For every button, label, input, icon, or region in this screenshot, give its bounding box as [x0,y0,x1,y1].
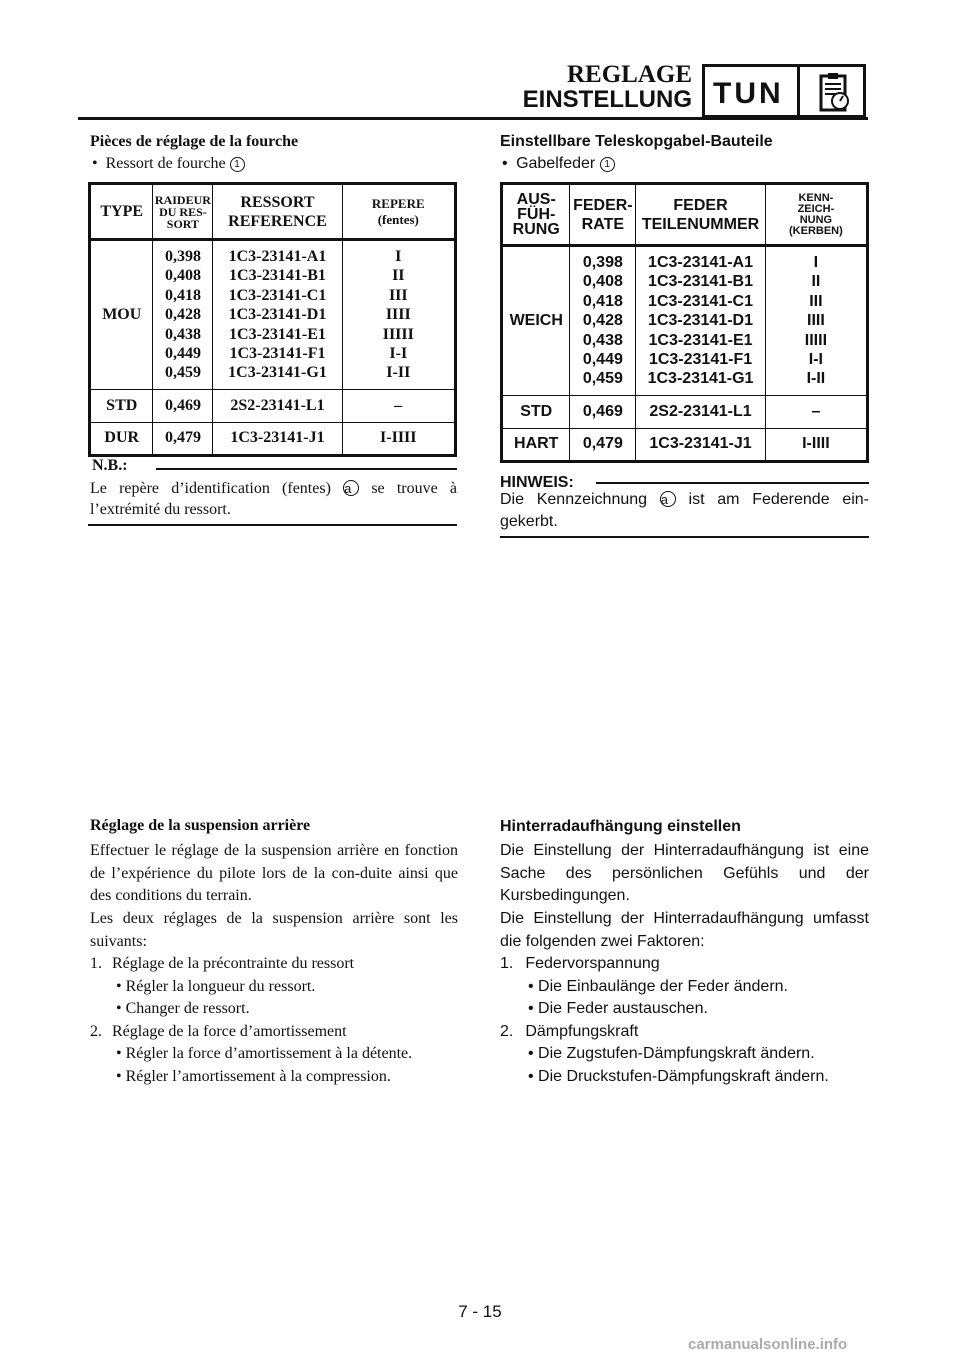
list-subitem: • Changer de ressort. [116,1000,250,1017]
rate-cell: 0,479 [570,428,636,461]
list-item: 1. Federvorspannung [500,955,660,972]
col-header-rate: FEDER- RATE [570,184,636,246]
section-badge [702,64,866,118]
type-cell: STD [90,389,153,422]
de-bullet-item [502,155,615,173]
fr-adjust-list [90,953,412,1088]
callout-1: 1 [600,157,615,172]
header-title-fr: REGLAGE [566,61,692,88]
table-row [90,240,456,390]
fr-section-title: Pièces de réglage de la fourche [90,133,299,150]
col-header-type: TYPE [90,184,153,240]
rate-cell: 0,398 0,408 0,418 0,428 0,438 0,449 0,459 [570,246,636,396]
de-note-heading: HINWEIS: [500,474,574,491]
mark-cell: I-IIII [342,422,455,455]
clipboard-gauge-icon [809,71,857,113]
list-subitem: • Die Druckstufen-Dämpfungskraft ändern. [528,1067,829,1085]
de-section-title: Einstellbare Teleskopgabel-Bauteile [500,133,773,150]
note-bottom-rule [88,524,457,526]
part-cell: 2S2-23141-L1 [636,395,766,428]
list-item: 2. Dämpfungskraft [500,1022,639,1040]
part-cell: 1C3-23141-A1 1C3-23141-B1 1C3-23141-C1 1C3-23141-D1 1C3-23141-E1 1C3-23141-F1 1C3-23141-G1 [213,240,342,390]
type-cell: DUR [90,422,153,455]
col-header-mark: REPERE (fentes) [342,184,455,240]
rate-cell: 0,469 [153,389,213,422]
type-cell: MOU [90,240,153,390]
de-spring-table [500,182,869,463]
col-header-type: AUS- FÜH- RUNG [502,184,570,246]
de-note-text: Die Kennzeichnung a ist am Federende ein-gekerbt. [500,491,869,530]
table-row [90,422,456,455]
col-header-part: RESSORT REFERENCE [213,184,342,240]
callout-1: 1 [230,157,245,172]
fr-bullet-item [92,155,245,173]
rate-cell: 0,398 0,408 0,418 0,428 0,438 0,449 0,459 [153,240,213,390]
list-item: 1. Réglage de la précontrainte du ressort [90,955,355,972]
table-header-row [502,184,868,246]
fr-note-text: Le repère d’identification (fentes) a se trouve à l’extrémité du ressort. [90,480,458,518]
col-header-part: FEDER TEILENUMMER [636,184,766,246]
watermark: carmanualsonline.info [688,1336,848,1353]
note-rule [156,468,457,470]
col-header-mark: KENN- ZEICH- NUNG (KERBEN) [765,184,867,246]
page-number: 7 - 15 [458,1302,502,1321]
note-rule [596,482,869,484]
fr-bullet-text: Ressort de fourche [105,155,226,172]
list-subitem: • Die Feder austauschen. [528,1000,708,1017]
list-subitem: • Régler l’amortissement à la compression. [116,1067,391,1085]
type-cell: HART [502,428,570,461]
note-bottom-rule [500,536,869,538]
header-title-de: EINSTELLUNG [522,86,692,113]
list-subitem: • Régler la force d’amortissement à la détente. [116,1045,413,1062]
callout-a: a [660,491,676,507]
table-row [502,428,868,461]
de-bullet-text: Gabelfeder [516,155,596,172]
fr-rear-paragraph-1: Effectuer le réglage de la suspension arrière en fonction de l’expérience du pilote lors de la con-duite ainsi que des conditions du terrain. [90,842,458,904]
fr-rear-paragraph-2: Les deux réglages de la suspension arrière sont les suivants: [90,910,458,950]
part-cell: 1C3-23141-J1 [213,422,342,455]
mark-cell: I-IIII [765,428,867,461]
mark-cell: I II III IIII IIIII I-I I-II [342,240,455,390]
type-cell: WEICH [502,246,570,396]
table-header-row [90,184,456,240]
fr-rear-title: Réglage de la suspension arrière [90,817,311,834]
rate-cell: 0,479 [153,422,213,455]
list-subitem: • Régler la longueur du ressort. [116,977,316,995]
de-rear-paragraph-2: Die Einstellung der Hinterradaufhängung umfasst die folgenden zwei Faktoren: [500,910,869,950]
de-adjust-list [500,953,829,1088]
table-row [502,246,868,396]
part-cell: 1C3-23141-A1 1C3-23141-B1 1C3-23141-C1 1C3-23141-D1 1C3-23141-E1 1C3-23141-F1 1C3-23141-G1 [636,246,766,396]
part-cell: 2S2-23141-L1 [213,389,342,422]
table-row [90,389,456,422]
part-cell: 1C3-23141-J1 [636,428,766,461]
mark-cell: – [342,389,455,422]
bullet: • [92,155,98,172]
mark-cell: I II III IIII IIIII I-I I-II [765,246,867,396]
badge-divider [797,67,800,115]
list-subitem: • Die Einbaulänge der Feder ändern. [528,977,788,995]
list-item: 2. Réglage de la force d’amortissement [90,1022,347,1040]
de-rear-paragraph-1: Die Einstellung der Hinterradaufhängung ist eine Sache des persönlichen Gefühls und der Kursbedingungen. [500,842,869,904]
bullet: • [502,155,508,172]
callout-a: a [343,480,359,496]
mark-cell: – [765,395,867,428]
type-cell: STD [502,395,570,428]
list-subitem: • Die Zugstufen-Dämpfungskraft ändern. [528,1045,815,1062]
section-badge-label: TUN [713,77,784,110]
fr-spring-table [88,182,457,457]
de-rear-title: Hinterradaufhängung einstellen [500,818,741,835]
table-row [502,395,868,428]
col-header-rate: RAIDEUR DU RES- SORT [153,184,213,240]
fr-note-heading: N.B.: [92,457,128,474]
rate-cell: 0,469 [570,395,636,428]
